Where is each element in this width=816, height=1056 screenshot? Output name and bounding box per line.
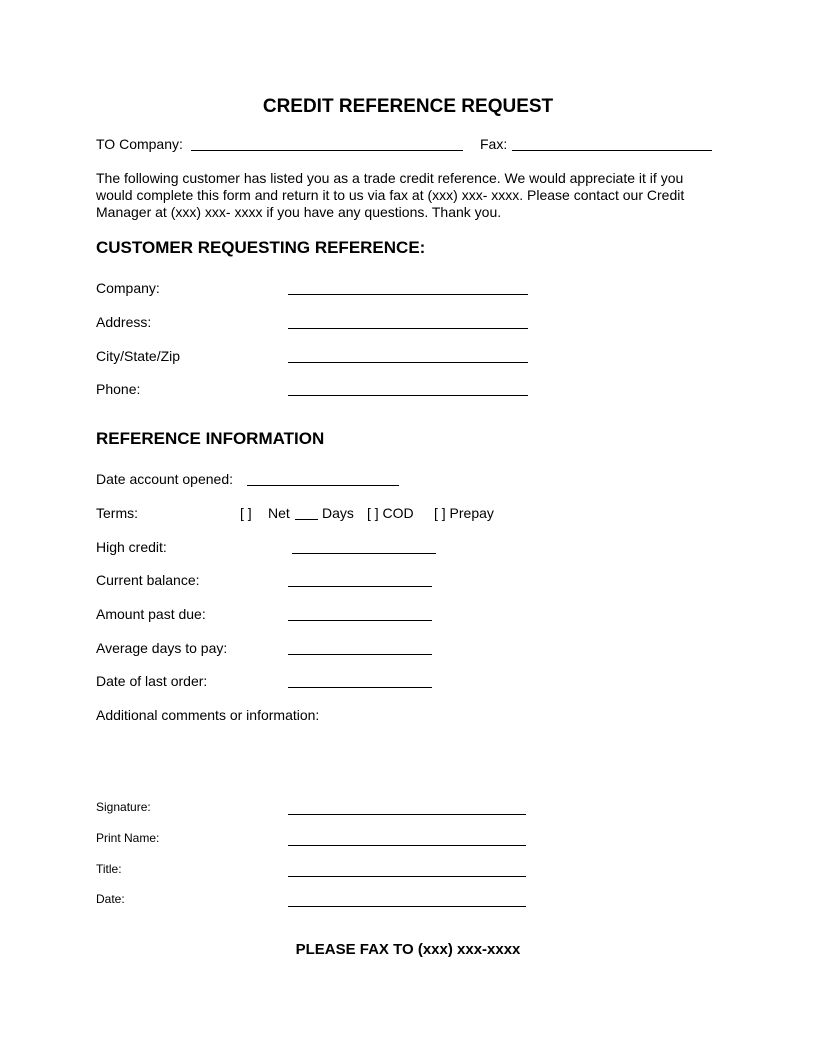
terms-days-label: Days bbox=[322, 505, 354, 521]
title-field[interactable] bbox=[288, 876, 526, 877]
customer-city-label: City/State/Zip bbox=[96, 348, 181, 364]
to-company-label: TO Company: bbox=[96, 136, 183, 152]
intro-line-3: Manager at (xxx) xxx- xxxx if you have any questions. Thank you. bbox=[96, 204, 502, 220]
customer-phone-field[interactable] bbox=[288, 395, 528, 396]
current-balance-field[interactable] bbox=[288, 586, 432, 587]
fax-instruction: PLEASE FAX TO (xxx) xxx-xxxx bbox=[295, 941, 521, 958]
customer-company-label: Company: bbox=[96, 280, 160, 296]
intro-line-1: The following customer has listed you as a trade credit reference. We would appreciate it if you bbox=[96, 170, 684, 186]
terms-label: Terms: bbox=[96, 505, 138, 521]
terms-net-checkbox[interactable]: [ ] bbox=[240, 505, 252, 521]
terms-net-days-field[interactable] bbox=[295, 519, 318, 520]
terms-prepay-checkbox[interactable]: [ ] Prepay bbox=[434, 505, 494, 521]
page-title: CREDIT REFERENCE REQUEST bbox=[262, 96, 554, 117]
last-order-field[interactable] bbox=[288, 687, 432, 688]
high-credit-label: High credit: bbox=[96, 539, 167, 555]
comments-area[interactable] bbox=[96, 728, 720, 788]
high-credit-field[interactable] bbox=[292, 553, 436, 554]
date-opened-field[interactable] bbox=[247, 485, 399, 486]
customer-city-field[interactable] bbox=[288, 362, 528, 363]
last-order-label: Date of last order: bbox=[96, 673, 208, 689]
terms-cod-checkbox[interactable]: [ ] COD bbox=[367, 505, 414, 521]
customer-address-label: Address: bbox=[96, 314, 152, 330]
signature-field[interactable] bbox=[288, 814, 526, 815]
print-name-field[interactable] bbox=[288, 845, 526, 846]
customer-address-field[interactable] bbox=[288, 328, 528, 329]
fax-field[interactable] bbox=[512, 150, 712, 151]
title-label: Title: bbox=[96, 862, 122, 876]
customer-heading: CUSTOMER REQUESTING REFERENCE: bbox=[96, 238, 426, 257]
amount-past-due-field[interactable] bbox=[288, 620, 432, 621]
comments-label: Additional comments or information: bbox=[96, 707, 320, 723]
customer-phone-label: Phone: bbox=[96, 381, 141, 397]
current-balance-label: Current balance: bbox=[96, 572, 200, 588]
amount-past-due-label: Amount past due: bbox=[96, 606, 206, 622]
date-label: Date: bbox=[96, 892, 125, 906]
date-opened-label: Date account opened: bbox=[96, 471, 233, 487]
average-days-field[interactable] bbox=[288, 654, 432, 655]
terms-net-label: Net bbox=[268, 505, 290, 521]
reference-heading: REFERENCE INFORMATION bbox=[96, 429, 325, 448]
intro-paragraph bbox=[96, 170, 720, 221]
to-company-field[interactable] bbox=[191, 150, 463, 151]
average-days-label: Average days to pay: bbox=[96, 640, 228, 656]
print-name-label: Print Name: bbox=[96, 831, 160, 845]
fax-label: Fax: bbox=[480, 136, 508, 152]
signature-label: Signature: bbox=[96, 800, 151, 814]
date-field[interactable] bbox=[288, 906, 526, 907]
customer-company-field[interactable] bbox=[288, 294, 528, 295]
intro-line-2: would complete this form and return it to us via fax at (xxx) xxx- xxxx. Please contact our Credit bbox=[96, 187, 685, 203]
